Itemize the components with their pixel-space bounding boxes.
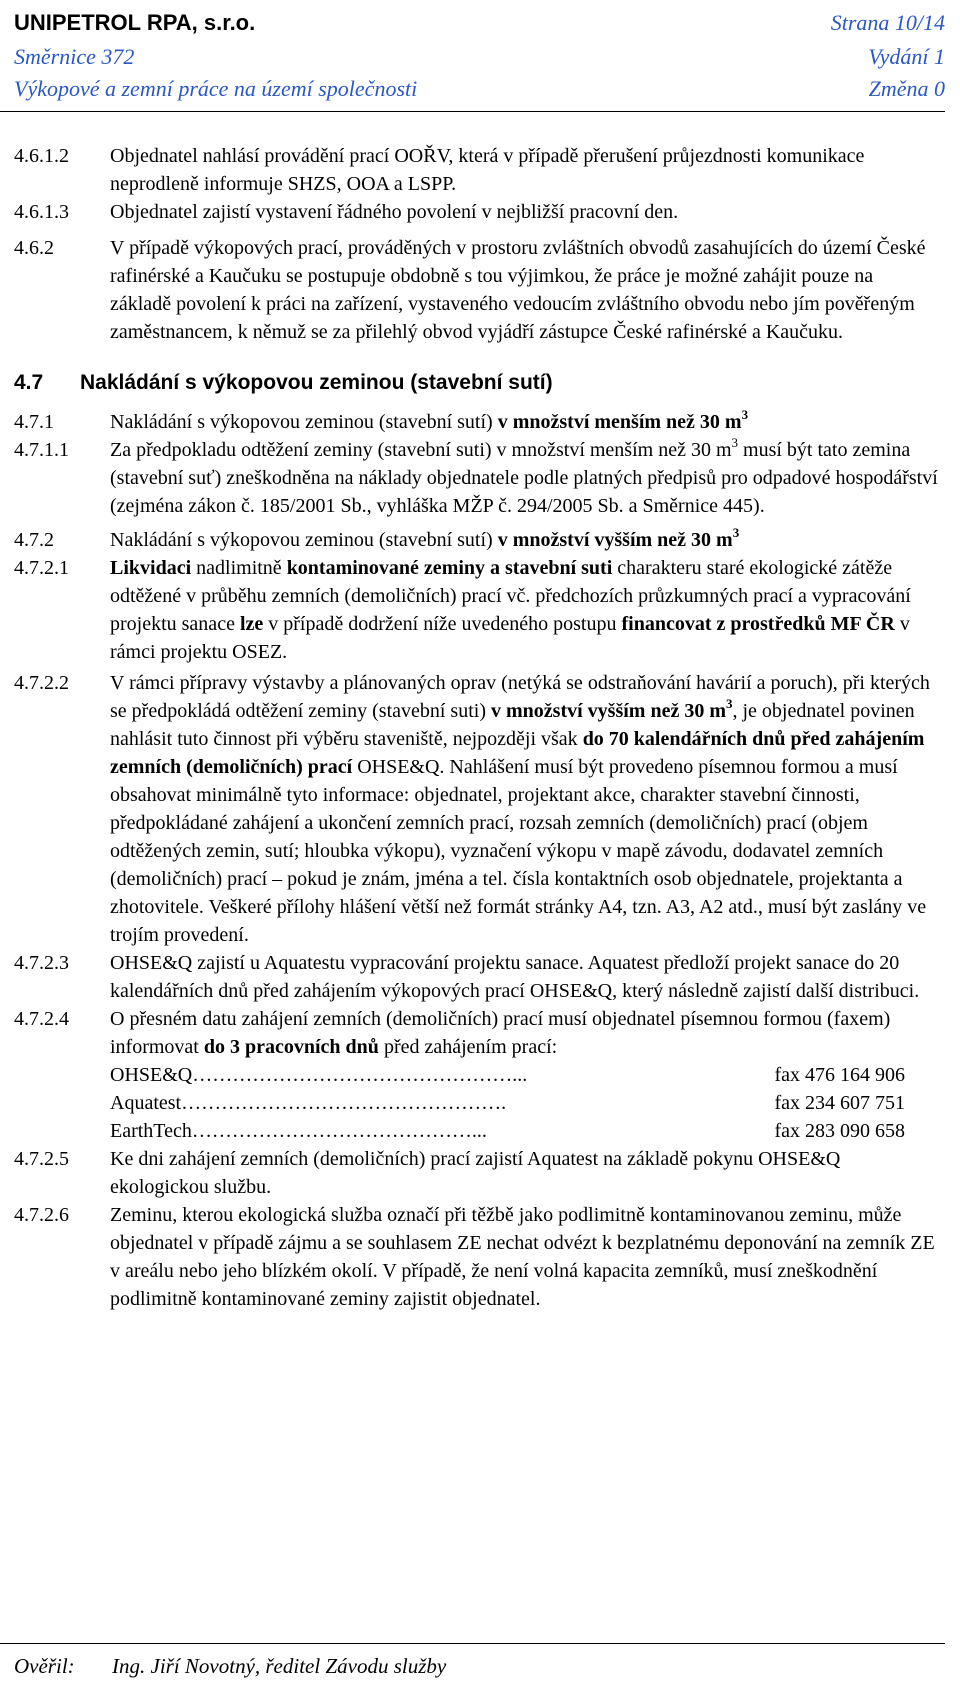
item-number: 4.7.2.3: [14, 952, 69, 974]
item-4-7-2-6: [14, 1201, 939, 1313]
item-text: V rámci přípravy výstavby a plánovaných oprav (netýká se odstraňování havárií a poruch), při kterých se předpokládá odtěžení zeminy (stavební suti): [110, 672, 930, 722]
item-number: 4.7.1.1: [14, 439, 69, 461]
item-text: Objednatel zajistí vystavení řádného povolení v nejbližší pracovní den.: [110, 201, 679, 223]
fax-leader-dots: ……………………………………...: [191, 1120, 487, 1142]
header-line-3: [14, 72, 945, 106]
edition: Vydání 1: [868, 44, 945, 69]
header-line-2: [14, 40, 945, 74]
item-bold: financovat z prostředků MF ČR: [621, 613, 895, 635]
item-bold: kontaminované zeminy a stavební suti: [286, 557, 613, 579]
item-text: Za předpokladu odtěžení zeminy (stavební suti) v množství menším než 30 m: [110, 439, 732, 461]
fax-number: fax 234 607 751: [774, 1092, 905, 1114]
footer-divider: [0, 1643, 945, 1644]
item-text: , je objednatel povinen nahlásit tuto činnost při výběru staveniště, nejpozději však: [110, 700, 915, 750]
item-number: 4.7.1: [14, 411, 54, 433]
fax-recipient: OHSE&Q: [110, 1064, 193, 1086]
fax-line-earthtech: [110, 1117, 905, 1145]
item-number: 4.7.2.6: [14, 1204, 69, 1226]
section-heading-4-7: [14, 368, 939, 398]
section-title: Nakládání s výkopovou zeminou (stavební sutí): [80, 371, 553, 394]
fax-leader-dots: …………………………………………...: [192, 1064, 528, 1086]
fax-recipient: EarthTech: [110, 1120, 192, 1142]
superscript: 3: [732, 525, 740, 541]
item-4-7-1: [14, 408, 939, 436]
item-text: v rámci projektu OSEZ.: [110, 613, 910, 663]
item-text: V případě výkopových prací, prováděných v prostoru zvláštních obvodů zasahujících do území České rafinérské a Kaučuku se postupuje obdobně s tou výjimkou, že práce je možné zahájit pouze na základě povolení k práci na zařízení, vystaveného vedoucím zvláštního obvodu nebo jím pověřeným zaměstnancem, k němuž se za přilehlý obvod vyjádří zástupce České rafinérské a Kaučuku.: [110, 237, 926, 343]
item-text: charakteru staré ekologické zátěže odtěžené v průběhu zemních (demoličních) prací vč. předchozích průzkumných prací a vypracování projektu sanace: [110, 557, 911, 635]
item-text: nadlimitně: [191, 557, 287, 579]
item-4-7-1-1: [14, 436, 939, 520]
footer-label: Ověřil:: [14, 1654, 75, 1678]
fax-number: fax 476 164 906: [774, 1064, 905, 1086]
item-number: 4.7.2.2: [14, 672, 69, 694]
item-text: Objednatel nahlásí provádění prací OOŘV, která v případě přerušení průjezdnosti komunikace neprodleně informuje SHZS, OOA a LSPP.: [110, 145, 865, 195]
fax-line-ohseq: [110, 1061, 905, 1089]
item-4-7-2-5: [14, 1145, 939, 1201]
fax-line-aquatest: [110, 1089, 905, 1117]
fax-number: fax 283 090 658: [774, 1120, 905, 1142]
item-text: musí být tato zemina (stavební suť) zneškodněna na náklady objednatele podle platných předpisů pro odpadové hospodářství (zejména zákon č. 185/2001 Sb., vyhláška MŽP č. 294/2005 Sb. a Směrnice 445).: [110, 439, 938, 517]
item-bold: v množství vyšším než 30 m: [491, 700, 726, 722]
item-number: 4.7.2.1: [14, 557, 69, 579]
superscript: 3: [731, 435, 739, 451]
item-number: 4.7.2: [14, 529, 54, 551]
section-number: 4.7: [14, 371, 44, 394]
item-text: OHSE&Q. Nahlášení musí být provedeno písemnou formou a musí obsahovat minimálně tyto informace: objednatel, projektant akce, charakter stavební činnosti, předpokládané zahájení a ukončení zemních prací, rozsah zemních (demoličních) prací (objem odtěžených zemin, sutí; hloubka výkopu), vyznačení výkopu v mapě závodu, dodavatel zemních (demoličních) prací – pokud je znám, jména a tel. čísla kontaktních osob objednatele, projektanta a zhotovitele. Veškeré přílohy hlášení větší než formát stránky A4, tzn. A3, A2 atd., musí být zaslány ve trojím provedení.: [110, 756, 927, 946]
superscript: 3: [741, 407, 749, 423]
item-number: 4.7.2.5: [14, 1148, 69, 1170]
footer-verifier: Ing. Jiří Novotný, ředitel Závodu služby: [112, 1654, 447, 1678]
page-footer: [14, 1652, 446, 1680]
document-body: [14, 142, 939, 1313]
superscript: 3: [725, 696, 733, 712]
item-4-6-1-3: [14, 198, 939, 226]
company-name: UNIPETROL RPA, s.r.o.: [14, 10, 256, 35]
item-number: 4.7.2.4: [14, 1008, 69, 1030]
item-text: O přesném datu zahájení zemních (demoličních) prací musí objednatel písemnou formou (faxem) informovat: [110, 1008, 891, 1058]
item-text: Nakládání s výkopovou zeminou (stavební sutí): [110, 411, 498, 433]
item-number: 4.6.1.2: [14, 145, 69, 167]
item-4-6-2: [14, 234, 939, 346]
header-line-1: [14, 6, 945, 40]
fax-leader-dots: ………………………………………….: [181, 1092, 507, 1114]
directive-number: Směrnice 372: [14, 44, 135, 69]
item-bold: v množství menším než 30 m: [497, 411, 742, 433]
page-header: [0, 0, 945, 112]
fax-recipient: Aquatest: [110, 1092, 182, 1114]
item-4-7-2-1: [14, 554, 939, 666]
item-bold: v množství vyšším než 30 m: [497, 529, 733, 551]
item-text: Zeminu, kterou ekologická služba označí při těžbě jako podlimitně kontaminovanou zeminu, může objednatel v případě zájmu a se souhlasem ZE nechat odvézt k bezplatnému deponování na zemník ZE v areálu nebo jeho blízkém okolí. V případě, že není volná kapacita zemníků, musí zneškodnění podlimitně kontaminované zeminy zajistit objednatel.: [110, 1204, 935, 1310]
item-text: OHSE&Q zajistí u Aquatestu vypracování projektu sanace. Aquatest předloží projekt sanace do 20 kalendářních dnů před zahájením výkopových prací OHSE&Q, který následně zajistí další distribuci.: [110, 952, 920, 1002]
item-number: 4.6.2: [14, 237, 54, 259]
item-text: Ke dni zahájení zemních (demoličních) prací zajistí Aquatest na základě pokynu OHSE&Q ekologickou službu.: [110, 1148, 841, 1198]
item-bold: Likvidaci: [110, 557, 192, 579]
item-bold: do 3 pracovních dnů: [203, 1036, 379, 1058]
page-number: Strana 10/14: [830, 10, 945, 35]
item-number: 4.6.1.3: [14, 201, 69, 223]
document-subject: Výkopové a zemní práce na území společnosti: [14, 76, 418, 101]
item-text: Nakládání s výkopovou zeminou (stavební sutí): [110, 529, 498, 551]
item-4-7-2-4: [14, 1005, 939, 1145]
item-4-7-2-2: [14, 669, 939, 949]
item-4-7-2-3: [14, 949, 939, 1005]
item-text: před zahájením prací:: [378, 1036, 558, 1058]
change-number: Změna 0: [868, 76, 945, 101]
item-bold: do 70 kalendářních dnů před zahájením zemních (demoličních) prací: [110, 728, 925, 778]
item-bold: lze: [239, 613, 264, 635]
item-4-6-1-2: [14, 142, 939, 198]
item-text: v případě dodržení níže uvedeného postupu: [263, 613, 622, 635]
item-4-7-2: [14, 526, 939, 554]
